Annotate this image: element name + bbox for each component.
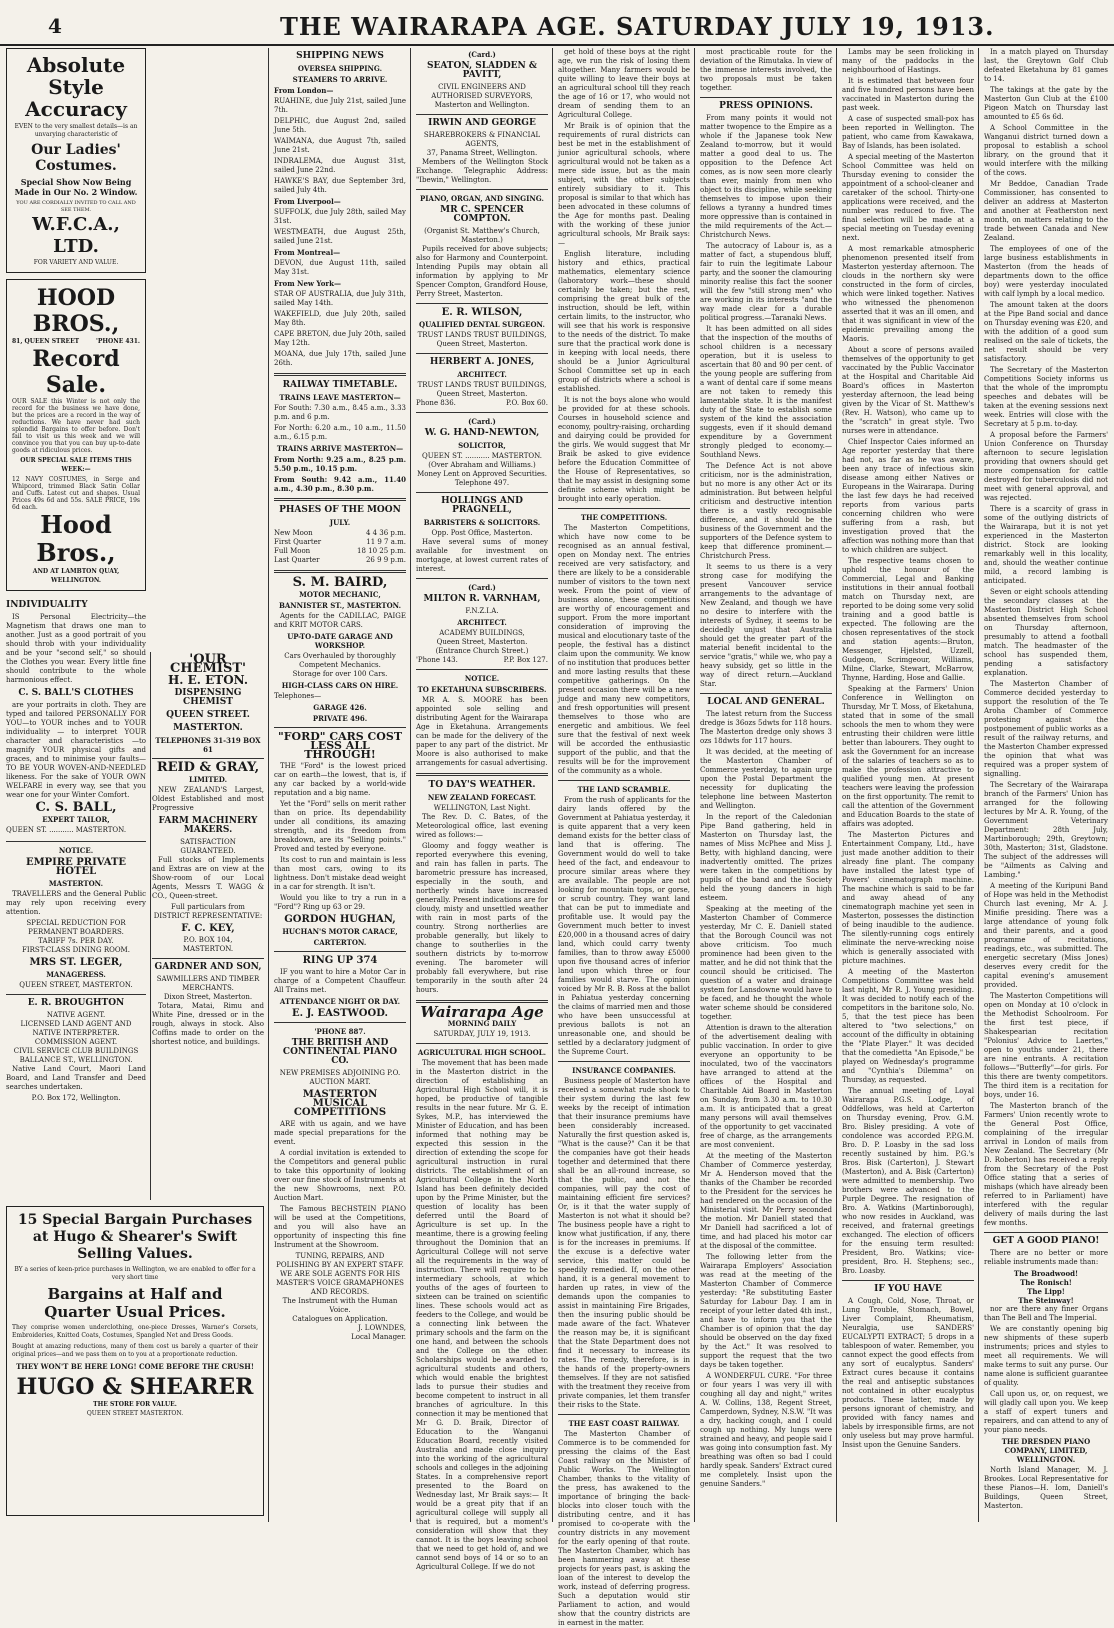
hood-bros-advert: HOOD BROS., 81, QUEEN STREET 'PHONE 431. Record Sale. OUR SALE this Winter is not only the record for the business we have done, but the prices are a record in the way of reductions. We have never had such splendid Bargains to offer before. Don't fail to visit us this week and we will convince you that you can buy up-to-date goods at ridiculous prices. OUR SPECIAL SALE ITEMS THIS WEEK:— 12 NAVY COSTUMES, in Serge and Whipcord, trimmed Black Satin Collar and Cuffs. Latest cut and shapes. Usual Prices 49s 6d and 55s. SALE PRICE, 19s 6d each. Hood Bros., AND AT LAMBTON QUAY, WELLINGTON. xyxy=(6,279,146,591)
shipping-line: STAR OF AUSTRALIA, due July 31th, sailed May 14th. xyxy=(274,290,406,307)
page-number: 4 xyxy=(48,14,62,38)
fca-advert: Absolute Style Accuracy EVEN to the very smallest details—is an unvarying characteristic of Our Ladies' Costumes. Special Show Now Being Made in Our No. 2 Window. YOU ARE CORDIALLY INVITED TO CALL AND SEE THEM. W.F.C.A., LTD. FOR VARIETY AND VALUE. xyxy=(6,48,146,273)
piano-co-advert: 'PHONE 887. THE BRITISH AND CONTINENTAL PIANO CO. NEW PREMISES ADJOINING P.O. AUCTION MART. MASTERTON MUSICAL COMPETITIONS ARE with us again, and we have made special preparations for the event. A cordial invitation is extended to the Competitors and general public to take this opportunity of looking over our fine stock of Instruments at the new Showrooms, next P.O. Auction Mart. The Famous BECHSTEIN PIANO will be used at the Competitions, and you will also have an opportunity of inspecting this fine Instrument at the Showroom. TUNING, REPAIRS, AND POLISHING BY AN EXPERT STAFF. WE ARE SOLE AGENTS FOR HIS MASTER'S VOICE GRAMAPHONES AND RECORDS. The Instrument with the Human Voice. Catalogues on Application. J. LOWNDES, Local Manager. xyxy=(274,1027,406,1341)
moon-phase-row: New Moon 4 4 36 p.m. xyxy=(274,529,406,537)
newspaper-title: THE WAIRARAPA AGE. SATURDAY JULY 19, 1913. xyxy=(280,12,995,41)
wilson-card: E. R. WILSON, QUALIFIED DENTAL SURGEON. TRUST LANDS TRUST BUILDINGS, Queen Street, Masterton. xyxy=(417,307,547,348)
gardner-advert: GARDNER AND SON, SAWMILLERS AND TIMBER MERCHANTS. Dixon Street, Masterton. Totara, Matai, Rimu and White Pine, dressed or in the rough, always in stock. Also Coffins made to order on the shortest notice, and buildings. xyxy=(152,962,264,1046)
varnham-card: (Card.) MILTON R. VARNHAM, F.N.Z.I.A. ARCHITECT. ACADEMY BUILDINGS, Queen Street, Masterton. (Entrance Church Street.) 'Phone 143. P.P. Box 127. xyxy=(416,583,548,664)
shipping-line: WAKEFIELD, due July 20th, sailed May 8th. xyxy=(274,310,406,327)
ford-advert: "FORD" CARS COST LESS ALL THROUGH! THE "Ford" is the lowest priced car on earth—the lowest, that is, if any car backed by a world-wide reputation and a big name. Yet the "Ford" sells on merit rather than on price. Its dependability under all conditions, its amazing strength, and its freedom from breakdown, are its "Selling points." Proved and tested by everyone. Its cost to run and maintain is less than most cars, owing to its lightness. Don't mistake dead weight in a car for strength. It isn't. Would you like to try a run in a "Ford"? Ring up 63 or 29. GORDON HUGHAN, HUCHAN'S MOTOR CARACE, CARTERTON. xyxy=(274,730,406,947)
masthead: Wairarapa Age MORNING DAILY SATURDAY, JULY 19, 1913. xyxy=(420,1003,544,1038)
ball-and-chemist xyxy=(6,597,146,837)
shipping-line: From Liverpool— xyxy=(274,197,341,206)
hotel-advert: NOTICE. EMPIRE PRIVATE HOTEL MASTERTON. TRAVELLERS and the General Public may rely upon receiving every attention. SPECIAL REDUCTION FOR PERMANENT BOARDERS. TARIFF 7s. PER DAY. FIRST-CLASS DINING ROOM. MRS ST. LEGER, MANAGERESS. QUEEN STREET, MASTERTON. xyxy=(6,846,146,989)
shipping-line: WESTMEATH, due August 25th, sailed June 21st. xyxy=(274,228,406,245)
shipping-line: HAWKE'S BAY, due September 3rd, sailed July 4th. xyxy=(274,177,406,194)
newton-card: (Card.) W. G. HAND-NEWTON, SOLICITOR, QUEEN ST. ........... MASTERTON. (Over Abraham and Williams.) Money Lent on Approved Securities. Telephone 497. xyxy=(417,417,547,487)
railway-line: From South: 9.42 a.m., 11.40 a.m., 4.30 p.m., 8.30 p.m. xyxy=(274,475,406,493)
shipping-line: INDRALEMA, due August 31st, sailed June 22nd. xyxy=(274,157,406,174)
shipping-line: From London— xyxy=(274,86,334,95)
shipping-line: RUAHINE, due July 21st, sailed June 7th. xyxy=(274,97,406,114)
moon-table xyxy=(274,529,406,565)
seaton-card: (Card.) SEATON, SLADDEN & PAVITT, CIVIL ENGINEERS AND AUTHORISED SURVEYORS, Masterton and Wellington. xyxy=(426,50,538,109)
baird-advert: S. M. BAIRD, MOTOR MECHANIC, BANNISTER ST., MASTERTON. Agents for the CADILLAC, PAIGE and KRIT MOTOR CARS. UP-TO-DATE GARAGE AND WORKSHOP. Cars Overhauled by thoroughly Competent Mechanics. Storage for over 100 Cars. HIGH-CLASS CARS ON HIRE. Telephones— GARAGE 426. PRIVATE 496. xyxy=(274,575,406,723)
moon-phase-row: Last Quarter 26 9 9 p.m. xyxy=(274,556,406,564)
shipping-list xyxy=(274,86,406,368)
railway-list xyxy=(274,404,406,442)
column-3 xyxy=(416,48,548,1571)
fca-name: W.F.C.A., LTD. xyxy=(32,214,120,257)
column-6: Lambs may be seen frolicking in many of the paddocks in the neighbourhood of Hastings. It is estimated that between four and five hundred persons have been vaccinated in Masterton during the past week. A case of suspected small-pox has been reported in Wellington. The patient, who came from Kawakawa, Bay of Islands, has been isolated. A special meeting of the Masterton School Committee was held on Thursday evening to consider the appointment of a school-cleaner and caretaker of the school. Thirty-one applications were received, and the number was reduced to five. The final selection will be made at a special meeting on Tuesday evening next. A most remarkable atmospheric phenomenon presented itself from Masterton yesterday afternoon. The clouds in the northern sky were constructed in the form of circles, which were linked together. Natives who witnessed the phenomenon asserted that it was an ill omen, and that it was significant in view of the epidemic prevailing among the Maoris. About a score of persons availed themselves of the opportunity to get vaccinated by the Public Vaccinator at the Hospital and Charitable Aid Board's offices in Masterton yesterday afternoon, the lead being given by the Vicar of St. Matthew's (Rev. H. Watson), who came up to the "scratch" in great style. Two nurses were in attendance. Chief Inspector Caies informed an Age reporter yesterday that there had not, as far as he was aware, been any trace of infectious skin disease among either Natives or Europeans in the Wairarapa. During the last few days he had received reports from various parts concerning children who were suffering from a rash, but investigation proved that the affection was nothing more than that to which children are subject. The respective teams chosen to uphold the honour of the Commercial, Legal and Banking institutions in their annual football match on Thursday next, are reported to be doing some very solid training and a good battle is expected. The following are the chosen representatives of the stock and station agents:—Bruton, Messenger, Hjelsted, Uzzell, Gudgeon, Scrimgeour, Williams, Milne, Clarke, Stewart, McBarrow, Thynne, Harding, Hose and Gallie. Speaking at the Farmers' Union Conference in Wellington on Thursday, Mr T. Moss, of Eketahuna, stated that in some of the small schools the men to whom they were entrusting their children were little better than labourers. They ought to ask the Government for an increase of the salaries of teachers so as to make the profession attractive to qualified young men. At present teachers were leaving the profession on the first opportunity. The remit to call the attention of the Government and Education Boards to the state of affairs was adopted. The Masterton Pictures and Entertainment Company, Ltd., have just made another addition to their already fine plant. The company have installed the latest type of Powers' cinematograph machine. The machine which is said to be far and away ahead of any cinematograph machine yet seen in Masterton, possesses the distinction of being inaudible to the audience. The silently-running cogs entirely eliminate the nerve-wrecking noise which is generally associated with picture machines. A meeting of the Masterton Competitions Committee was held last night, Mr R. J. Young presiding. It was decided to notify each of the competitors in the baritone solo, No. 5, that the test piece has been altered to "two selections," on account of the difficulty in obtaining the "Plate Player." It was decided that the comedietta "An Episode," be played on Wednesday's programme and "Cynthia's Dilemma" on Thursday, as requested. The annual meeting of Loyal Wairarapa P.G.S. Lodge, of Oddfellows, was held at Carterton on Thursday evening, Prov. G.M. Bro. Bisley presiding. A vote of condolence was accorded P.P.G.M. Bro. D. P. Loasby in the sad loss recently sustained by him. P.G.'s Bros. Bisk (Carterton), J. Stewart (Masterton), and A. Bisk (Carterton) were admitted to membership. Two brothers were advanced to the Purple Degree. The resignation of Bro. A. Watkins (Martinborough), who now resides in Auckland, was received, and fraternal greetings exchanged. The election of officers for the ensuing term resulted: President, Bro. Watkins; vice-president, Bro. H. Stephens; sec., Bro. Loasby. IF YOU HAVE A Cough, Cold, Nose, Throat, or Lung Trouble, Stomach, Bowel, Liver Complaint, Rheumatism, Neuralgia, use SANDERS' EUCALYPTI EXTRACT; 5 drops in a tablespoon of water. Remember, you cannot expect the good effects from any sort of eucalyptus. Sanders' Extract cures because it contains the real and antiseptic substances not contained in other eucalyptus products. These latter, made by persons ignorant of chemistry, and provided with fancy names and labels by irresponsible firms, are not only useless but may prove harmful. Insist upon the Genuine Sanders. xyxy=(842,48,974,1449)
shipping-line: DELPHIC, due August 2nd, sailed June 5th. xyxy=(274,117,406,134)
railway-line: From North: 9.25 a.m., 8.25 p.m. 5.50 p.m., 10.15 p.m. xyxy=(274,455,406,473)
eketahuna-notice: NOTICE. TO EKETAHUNA SUBSCRIBERS. MR A. S. MOORE has been appointed sole selling and distributing Agent for the Wairarapa Age in Eketahuna. Arrangements can be made for the delivery of the paper to any part of the district. Mr Moore is also authorised to make arrangements for casual advertising. xyxy=(416,674,548,767)
moon-phase-row: First Quarter 11 9 7 a.m. xyxy=(274,538,406,546)
eastwood-advert: RING UP 374 IF you want to hire a Motor Car in charge of a Competent Chauffeur. All Trains met. ATTENDANCE NIGHT OR DAY. E. J. EASTWOOD. xyxy=(274,955,406,1019)
piano-list xyxy=(984,1269,1108,1305)
page-header xyxy=(0,0,1114,46)
hugo-shearer-advert: 15 Special Bargain Purchases at Hugo & Shearer's Swift Selling Values. BY a series of keen-price purchases in Wellington, we are enabled to offer for a very short time Bargains at Half and Quarter Usual Prices. They comprise women underclothing, one-piece Dresses, Warner's Corsets, Embroideries, Knitted Coats, Costumes, Spangled Net and Dress Goods. Bought at amazing reductions, many of them cost us barely a quarter of their original prices—and we pass them on to you at a proportionate reduction. THEY WON'T BE HERE LONG! COME BEFORE THE CRUSH! HUGO & SHEARER THE STORE FOR VALUE. QUEEN STREET MASTERTON. xyxy=(6,1206,264,1522)
editorial: AGRICULTURAL HIGH SCHOOL. The movement that has been made in the Masterton district in the direction of establishing an Agricultural High School will, it is hoped, be productive of tangible results in the near future. Mr G. E. Sykes, M.P., has interviewed the Minister of Education, and has been informed that nothing may be expected this session in the direction of extending the scope for agricultural instruction in rural districts. The establishment of an Agricultural College in the North Island has been definitely decided upon by the Prime Minister, but the question of locality has been deferred until the Board of Agriculture is set up. In the meantime, there is a growing feeling throughout the Dominion that an Agricultural College will not serve all the requirements in the way of instruction. There will require to be intermediary schools, at which youths of the ages of fourteen to sixteen can be trained on scientific lines. These schools would act as feeders to the College, and would be a connecting link between the primary schools and the farm on the one hand, and between the schools and the College on the other. Scholarships would be awarded to agricultural students and others, which would enable the brightest lads to pursue their studies and become competent to instruct in all branches of agriculture. In this connection it may be mentioned that Mr G. D. Braik, Director of Education to the Wanganui Education Board, recently visited Australia and made close inquiry into the working of the agricultural schools and colleges in the adjoining States. In a comprehensive report presented to the Board on Wednesday last, Mr Braik says:— It would be a great pity that if an agricultural college will supply all that is required, but a moment's consideration will show that they cannot. It is the boys leaving school that we need to get hold of, and we cannot send boys of 14 or so to an Agricultural College. If we do not xyxy=(416,1048,548,1571)
irwin-card: IRWIN AND GEORGE SHAREBROKERS & FINANCIAL AGENTS, 37, Panama Street, Wellington. Members of the Wellington Stock Exchange. Telegraphic Address: "Ibewin," Wellington. xyxy=(416,118,548,184)
shipping-line: CAPE BRETON, due July 20th, sailed May 12th. xyxy=(274,330,406,347)
column-1b xyxy=(152,652,264,1200)
shipping-line: MOANA, due July 17th, sailed June 26th. xyxy=(274,350,406,367)
reid-gray-advert: REID & GRAY, LIMITED. NEW ZEALAND'S Largest, Oldest Established and most Progressive FARM MACHINERY MAKERS. SATISFACTION GUARANTEED. Full stocks of Implements and Extras are on view at the Show-room of our Local Agents, Messrs T. WAGG & CO., Queen-street. Full particulars from DISTRICT REPRESENTATIVE: F. C. KEY, P.O. BOX 104, MASTERTON. xyxy=(152,760,264,953)
jones-card: HERBERT A. JONES, ARCHITECT. TRUST LANDS TRUST BUILDINGS, Queen Street, Masterton. Phone 836. P.O. Box 60. xyxy=(416,357,548,407)
compton-card: PIANO, ORGAN, AND SINGING. MR C. SPENCER COMPTON. (Organist St. Matthew's Church, Masterton.) Pupils received for above subjects; also for Harmony and Counterpoint. Intending Pupils may obtain all information by applying to Mr Spencer Compton, Grandford House, Perry Street, Masterton. xyxy=(416,194,548,298)
ball-advert: INDIVIDUALITY IS Personal Electricity—the Magnetism that draws one man to another. Just as a good portrait of you should throb with your individuality and be your "second self," so should the Clothes you wear. Every little fine should contribute to the whole harmonious effect. C. S. BALL'S CLOTHES are your portraits in cloth. They are typed and tailored PERSONALLY FOR YOU—to YOUR inches and to YOUR individuality — to interpret YOUR character and characteristics —to magnify YOUR physical gifts and graces, and to minimise your faults—TO BE YOUR WOVEN-AND-NEEDLED likeness. For the sake of YOUR OWN WELFARE in every way, see that you wear one for your Winter Comfort. C. S. BALL, EXPERT TAILOR, QUEEN ST. ........... MASTERTON. xyxy=(6,600,146,834)
hollings-card: HOLLINGS AND PRAGNELL, BARRISTERS & SOLICITORS. Opp. Post Office, Masterton. Have several sums of money available for investment on mortgage, at lowest current rates of interest. xyxy=(416,496,548,573)
column-4: get hold of these boys at the right age, we run the risk of losing them altogether. Many farmers would be quite willing to leave their boys at an agricultural school till they reach the age of 16 or 17, who would not dream of sending them to an Agricultural College. Mr Braik is of opinion that the requirements of rural districts can best be met in the establishment of junior agricultural schools, where agricultural would not be taken as a mere side issue, but as the main subject, with the other subjects entirely subsidiary to it. This proposal is similar to that which has been advocated in these columns of the Age for months past. Dealing with the working of these junior agricultural schools, Mr Braik says:— English literature, including history and ethics, practical mathematics, elementary science (laboratory work—these should certainly be taken; but the rest, comprising the great bulk of the instruction, should be left, within certain limits, to the instructor, who will see that his work is responsive to the needs of the district. To make sure that the practical work done is in keeping with local needs, there should be a Junior Agricultural School Committee set up in each group of districts where a school is established. It is not the boys alone who would be provided for at these schools. Courses in household science and economy, poultry-raising, orcharding and dairying could be provided for the girls. We would suggest that Mr Braik be asked to give evidence before the Education Committee of the House of Representatives, so that he may assist in designing some definite scheme which might be brought into early operation. THE COMPETITIONS. The Masterton Competitions, which have now come to be recognised as an annual festival, open on Monday next. The entries received are very satisfactory, and there are likely to be a considerable number of visitors to the town next week. From the point of view of business alone, these competitions are worthy of encouragement and support. From the more important consideration of improving the musical and elocutionary taste of the people, the festival has a distinct claim upon the community. We know of no institution that produces better and more lasting results that these competitive gatherings. On the present occasion there will be a new judge and many new competitors, and fresh opportunities will present themselves to those who are energetic and ambitious. We feel sure that the festival of next week will be accorded the enthusiastic support of the public, and that the results will be for the improvement of the community as a whole. THE LAND SCRAMBLE. From the rush of applicants for the dairy lands offered by the Government at Pahiatua yesterday, it is quite apparent that a very keen demand exists for the better class of land that is offering. The Government would do well to take heed of the fact, and endeavour to procure similar areas where they are available. The people are not looking for mountain tops, or gorse, or scrub country. They want land that can be put to immediate and profitable use. It would pay the Government much better to invest £20,000 in a thousand acres of dairy land, which could carry twenty families, than to throw away £5000 upon five thousand acres of inferior land upon which three or four families would starve. The opinion voiced by Mr R. B. Ross at the ballot in Pahiatua yesterday concerning the claims of married men and those who have been unsuccessful at previous ballots is not an unreasonable one, and should be settled by a declaratory judgment of the Supreme Court. INSURANCE COMPANIES. Business people of Masterton have received a somewhat rude shock to their system during the last few weeks by the receipt of intimation that their insurance premiums have been considerably increased. Naturally the first question asked is, "What is the cause?" Can it be that the companies have got their heads together and determined that there shall be an all-round increase, so that the public, and not the companies, will pay the cost of maintaining efficient fire services? Or, is it that the water supply of Masterton is not what it should be? The business people have a right to know what justification, if any, there is for the increases in premiums. If the excuse is a defective water service, this matter could be speedily remedied. If, on the other hand, it is a general movement to harden up rates, in view of the demands upon the companies to assist in maintaining Fire Brigades, then the insuring public should be made aware of the fact. Whatever the reason may be, it is significant that the State Department does not find it necessary to increase its rates. The remedy, therefore, is in the hands of the property-owners themselves. If they are not satisfied with the treatment they receive from private companies, let them transfer their risks to the State. THE EAST COAST RAILWAY. The Masterton Chamber of Commerce is to be commended for pressing the claims of the East Coast railway on the Minister of Public Works. The Wellington Chamber, thanks to the vitality of the press, has awakened to the importance of bringing the back-blocks into closer touch with the distributing centre, and it has promised to co-operate with the country districts in any movement for the early opening of that route. The Masterton Chamber, which has been hammering away at these projects for years past, is asking the loan of the interest to develop the work, instead of deferring progress. Such a deputation would stir Parliament to action, and would show that the country districts are in earnest in the matter. xyxy=(558,48,690,1627)
chemist-advert: 'OUR CHEMIST' H. E. ETON. DISPENSING CHEMIST QUEEN STREET. MASTERTON. TELEPHONES 31-319 BOX 61 xyxy=(155,652,261,754)
railway-line: For North: 6.20 a.m., 10 a.m., 11.50 a.m., 6.15 p.m. xyxy=(274,424,406,441)
shipping-line: From Montreal— xyxy=(274,248,341,257)
shipping-line: WAIMANA, due August 7th, sailed June 21st. xyxy=(274,137,406,154)
broughton-advert: E. R. BROUGHTON NATIVE AGENT. LICENSED LAND AGENT AND NATIVE INTERPRETER. COMMISSION AGENT. CIVIL SERVICE CLUB BUILDINGS BALLANCE ST., WELLINGTON. Native Land Court, Maori Land Board, and Land Transfer and Deed searches undertaken. P.O. Box 172, Wellington. xyxy=(6,998,146,1102)
shipping-line: SUFFOLK, due July 28th, sailed May 31st. xyxy=(274,208,406,225)
moon-phase-row: Full Moon 18 10 25 p.m. xyxy=(274,547,406,555)
piano-brand: The Ronisch! xyxy=(1020,1278,1072,1287)
column-2: SHIPPING NEWS OVERSEA SHIPPING. STEAMERS TO ARRIVE. From London— RUAHINE, due July 21st, sailed June 7th. DELPHIC, due August 2nd, sailed June 5th. WAIMANA, due August 7th, sailed June 21st. INDRALEMA, due August 31st, sailed June 22nd. HAWKE'S BAY, due September 3rd, sailed July 4th. From Liverpool— SUFFOLK, due July 28th, sailed May 31st. WESTMEATH, due August 25th, sailed June 21st. From Montreal— DEVON, due August 11th, sailed May 31st. From New York— STAR OF AUSTRALIA, due July 31th, sailed May 14th. WAKEFIELD, due July 20th, sailed May 8th. CAPE BRETON, due July 20th, sailed May 12th. MOANA, due July 17th, sailed June 26th. RAILWAY TIMETABLE. TRAINS LEAVE MASTERTON— For South: 7.30 a.m., 8.45 a.m., 3.33 p.m. and 6 p.m. For North: 6.20 a.m., 10 a.m., 11.50 a.m., 6.15 p.m. TRAINS ARRIVE MASTERTON— From North: 9.25 a.m., 8.25 p.m. 5.50 p.m., 10.15 p.m. From South: 9.42 a.m., 11.40 a.m., 4.30 p.m., 8.30 p.m. PHASES OF THE MOON JULY. New Moon 4 4 36 p.m. First Quarter 11 9 7 a.m. Full Moon 18 10 25 p.m. Last Quarter 26 9 9 p.m. S. M. BAIRD, MOTOR MECHANIC, BANNISTER ST., MASTERTON. Agents for the CADILLAC, PAIGE and KRIT MOTOR CARS. UP-TO-DATE GARAGE AND WORKSHOP. Cars Overhauled by thoroughly Competent Mechanics. Storage for over 100 Cars. HIGH-CLASS CARS ON HIRE. Telephones— GARAGE 426. PRIVATE 496. "FORD" CARS COST LESS ALL THROUGH! THE "Ford" is the lowest priced car on earth—the lowest, that is, if any car backed by a world-wide reputation and a big name. Yet the "Ford" sells on merit rather than on price. Its dependability under all conditions, its amazing strength, and its freedom from breakdown, are its "Selling points." Proved and tested by everyone. Its cost to run and maintain is less than most cars, owing to its lightness. Don't mistake dead weight in a car for strength. It isn't. Would you like to try a run in a "Ford"? Ring up 63 or 29. GORDON HUGHAN, HUCHAN'S MOTOR CARACE, CARTERTON. RING UP 374 IF you want to hire a Motor Car in charge of a Competent Chauffeur. All Trains met. ATTENDANCE NIGHT OR DAY. E. J. EASTWOOD. 'PHONE 887. THE BRITISH AND CONTINENTAL PIANO CO. NEW PREMISES ADJOINING P.O. AUCTION MART. MASTERTON MUSICAL COMPETITIONS ARE with us again, and we have made special preparations for the event. A cordial invitation is extended to the Competitors and general public to take this opportunity of looking over our fine stock of Instruments at the new Showrooms, next P.O. Auction Mart. The Famous BECHSTEIN PIANO will be used at the Competitions, and you will also have an opportunity of inspecting this fine Instrument at the Showroom. TUNING, REPAIRS, AND POLISHING BY AN EXPERT STAFF. WE ARE SOLE AGENTS FOR HIS MASTER'S VOICE GRAMAPHONES AND RECORDS. The Instrument with the Human Voice. Catalogues on Application. J. LOWNDES, Local Manager. xyxy=(274,51,406,1341)
shipping-line: DEVON, due August 11th, sailed May 31st. xyxy=(274,259,406,276)
piano-brand: The Lipp! xyxy=(1027,1287,1065,1296)
railway-list-2 xyxy=(274,455,406,493)
railway-line: For South: 7.30 a.m., 8.45 a.m., 3.33 p.m. and 6 p.m. xyxy=(274,404,406,421)
piano-brand: The Steinway! xyxy=(1018,1296,1074,1305)
shipping-line: From New York— xyxy=(274,279,341,288)
dresden-piano-advert: GET A GOOD PIANO! There are no better or more reliable instruments made than: The Broadwood! The Ronisch! The Lipp! The Steinway! nor are there any finer Organs than The Bell and The Imperial. We are constantly opening big new shipments of these superb instruments; prices and styles to meet all requirements. We will make terms to suit any purse. Our name alone is sufficient guarantee of quality. Call upon us, or, on request, we will gladly call upon you. We keep a staff of expert tuners and repairers, and can attend to any of your piano needs. THE DRESDEN PIANO COMPANY, LIMITED, WELLINGTON. North Island Manager, M. J. Brookes. Local Representative for these Pianos—H. Iom, Daniell's Buildings, Queen Street, Masterton. xyxy=(984,1236,1108,1510)
weather-report: TO DAY'S WEATHER. NEW ZEALAND FORECAST. WELLINGTON, Last Night. The Rev. D. C. Bates, of the Meteorological office, last evening wired as follows:— Gloomy and foggy weather is reported everywhere this evening, and rain has fallen in parts. The barometric pressure has increased, especially in the south, and northerly winds have increased generally. Present indications are for cloudy, misty and unsettled weather with rain in most parts of the country. Strong northerlies are probable generally, but likely to change to southerlies in the southern districts by to-morrow evening. The barometer will probably fall everywhere, but rise temporarily in the south after 24 hours. xyxy=(416,780,548,994)
piano-brand: The Broadwood! xyxy=(1013,1269,1079,1278)
column-5: most practicable route for the deviation of the Rimutaka. In view of the immense interests involved, the two proposals must be taken together. PRESS OPINIONS. From many points it would not matter twopence to the Empire as a whole if the Japanese took New Zealand to-morrow, but it would matter a good deal to us. The opposition to the Defence Act comes, as is now seen more clearly than ever, mainly from men who object to its discipline, while seeking themselves to impose upon their fellows a tyranny a hundred times more oppressive than is contained in the mild requirements of the Act.—Christchurch News. The autocracy of Labour is, as a matter of fact, a stupendous bluff, fair to ruin the legitimate Labour party, and the sooner the clamouring minority realise this fact the sooner will the few "still strong men" who are working in its interests "and the way made clear for a durable political progress.—Taranaki News. It has been admitted on all sides that the inspection of the mouths of school children is a necessary operation, but it is useless to ascertain that 80 and 90 per cent. of the young people are suffering from a want of dental care if some means are not taken to remedy this lamentable state. It is the manifest duty of the State to establish some system of the kind the association suggests, even if it should demand expenditure by a Government strongly pledged to economy.—Southland News. The Defence Act is not above criticism, nor is the administration, but no more is any other Act or its administration. But between helpful criticism and destructive intention there is a vastly recognisable difference, and it should be the business of the Government and the supporters of the Defence system to keep that difference prominent.—Christchurch Press. It seems to us there is a very strong case for modifying the present Vancouver service arrangements to the advantage of New Zealand, and though we have no desire to interfere with the interests of Sydney, it seems to be decidedly unjust that Australia should get the greater part of the material benefit incidental to the service "gratis," while we, who pay a heavy subsidy, get so little in the way of direct return.—Auckland Star. LOCAL AND GENERAL. The latest return from the Success dredge is 36ozs 5dwts for 118 hours. The Masterton dredge only shows 3 ozs 18dwts for 117 hours. It was decided, at the meeting of the Masterton Chamber of Commerce yesterday, to again urge upon the Postal Department the necessity for duplicating the telephone line between Masterton and Wellington. In the report of the Caledonian Pipe Band gathering, held in Masterton on Thursday last, the names of Miss McPhee and Miss J. Betty, with highland dancing, were inadvertently omitted. The prizes were taken in the competitions by pupils of the band and the Society held the young dancers in high esteem. Speaking at the meeting of the Masterton Chamber of Commerce yesterday, Mr C. E. Daniell stated that the Borough Council was not above criticism. Too much prominence had been given to the matter, and he did not think that the council should be criticised. The question of a water and drainage system for Lansdowne would have to be faced, and he thought the whole water scheme should be considered together. Attention is drawn to the alteration of the advertisement dealing with public vaccination. In order to give everyone an opportunity to be inoculated, two of the vaccinators have arranged to attend at the offices of the Hospital and Charitable Aid Board in Masterton on Sunday, from 3.30 a.m. to 10.30 a.m. It is anticipated that a great many persons will avail themselves of the opportunity to get vaccinated free of charge, as the arrangements are most convenient. At the meeting of the Masterton Chamber of Commerce yesterday, Mr A. Henderson moved that the thanks of the Chamber be recorded to the President for the services he had rendered on the occasion of the Ministerial visit. Mr Perry seconded the motion. Mr Daniell stated that Mr Daniell had sacrificed a lot of time, and had placed his motor car at the disposal of the committee. The following letter from the Wairarapa Employers' Association was read at the meeting of the Masterton Chamber of Commerce yesterday: "Re substituting Easter Saturday for Labour Day. I am in receipt of your letter dated 4th inst., and have to inform you that the Chamber is of opinion that the day should be observed on the day fixed by the Act." It was resolved to support the request that the two days be taken together. A WONDERFUL CURE. "For three or four years I was very ill with coughing all day and night," writes A. W. Collins, 138, Regent Street, Camperdown, Sydney, N.S.W. "It was a dry, hacking cough, and I could cough up nothing. My lungs were strained and heavy, and people said I was going into consumption fast. My breathing was often so bad I could hardly speak. Sanders' Extract cured me completely. Insist upon the genuine Sanders." xyxy=(700,48,832,1488)
column-7: In a match played on Thursday last, the Greytown Golf Club defeated Eketahuna by 81 games to 14. The takings at the gate by the Masterton Gun Club at the £100 Pigeon Match on Thursday last amounted to £5 6s 6d. A School Committee in the Wanganui district turned down a proposal to establish a school library, on the ground that it would interfere with the milking of the cows. Mr Beddoe, Canadian Trade Commissioner, has consented to deliver an address at Masterton and another at Featherston next month, on matters relating to the trade between Canada and New Zealand. The employees of one of the large business establishments in Masterton (from the heads of departments down to the office boy) were yesterday inoculated with calf lymph by a local medico. The amount taken at the doors at the Pipe Band social and dance on Thursday evening was £20, and with the addition of a good sum realised on the sale of tickets, the net result should be very satisfactory. The Secretary of the Masterton Competitions Society informs us that the whole of the impromptu speeches and debates will be taken at the evening sessions next week. Entries will close with the Secretary at 5 p.m. to-day. A proposal before the Farmers' Union Conference on Thursday afternoon to secure legislation providing that owners should get more compensation for cattle destroyed for tuberculosis did not meet with general approval, and was rejected. There is a scarcity of grass in some of the outlying districts of the Wairarapa, but it is not yet experienced in the Masterton district. Stock are looking remarkably well in this locality, and, should the weather continue mild, a record lambing is anticipated. Seven or eight schools attending the secondary classes at the Masterton District High School absented themselves from school on Thursday afternoon, presumably to attend a football match. The headmaster of the school has suspended them, pending a satisfactory explanation. The Masterton Chamber of Commerce decided yesterday to support the resolution of the Te Aroha Chamber of Commerce protesting against the postponement of public works as a result of the railway returns, and the Masterton Chamber expressed the opinion that what was required was a proper system of signalling. The Secretary of the Wairarapa branch of the Farmers' Union has arranged for the following lectures by Mr A. R. Young, of the Government Veterinary Department: 28th July, Martinborough; 29th, Greytown; 30th, Masterton; 31st, Gladstone. The subject of the addresses will be "Ailments as Calving and Lambing." A meeting of the Kuripuni Band of Hope was held in the Methodist Church last evening, Mr A. J. Minifie presiding. There was a large attendance of young folk and their parents, and a good programme of recitations, readings, etc., was submitted. The energetic secretary (Miss Jones) deserves every credit for the capital evening's amusement provided. The Masterton Competitions will open on Monday at 10 o'clock in the Methodist Schoolroom. For the first test piece, if Shakespearian recitation "Polonius' Advice to Laertes," open to youths under 21, there are nine entrants. A recitation follows—"Butterfly"—for girls. For this there are twenty competitors. The third item is a recitation for boys, under 16. The Masterton branch of the Farmers' Union recently wrote to the General Post Office, complaining of the irregular arrival in London of mails from New Zealand. The Secretary (Mr D. Roberton) has received a reply from the Secretary of the Post Office stating that a series of mishaps (which have already been referred to in Parliament) have interfered with the regular delivery of mails during the last few months. GET A GOOD PIANO! There are no better or more reliable instruments made than: The Broadwood! The Ronisch! The Lipp! The Steinway! nor are there any finer Organs than The Bell and The Imperial. We are constantly opening big new shipments of these superb instruments; prices and styles to meet all requirements. We will make terms to suit any purse. Our name alone is sufficient guarantee of quality. Call upon us, or, on request, we will gladly call upon you. We keep a staff of expert tuners and repairers, and can attend to any of your piano needs. THE DRESDEN PIANO COMPANY, LIMITED, WELLINGTON. North Island Manager, M. J. Brookes. Local Representative for these Pianos—H. Iom, Daniell's Buildings, Queen Street, Masterton. xyxy=(984,48,1108,1510)
